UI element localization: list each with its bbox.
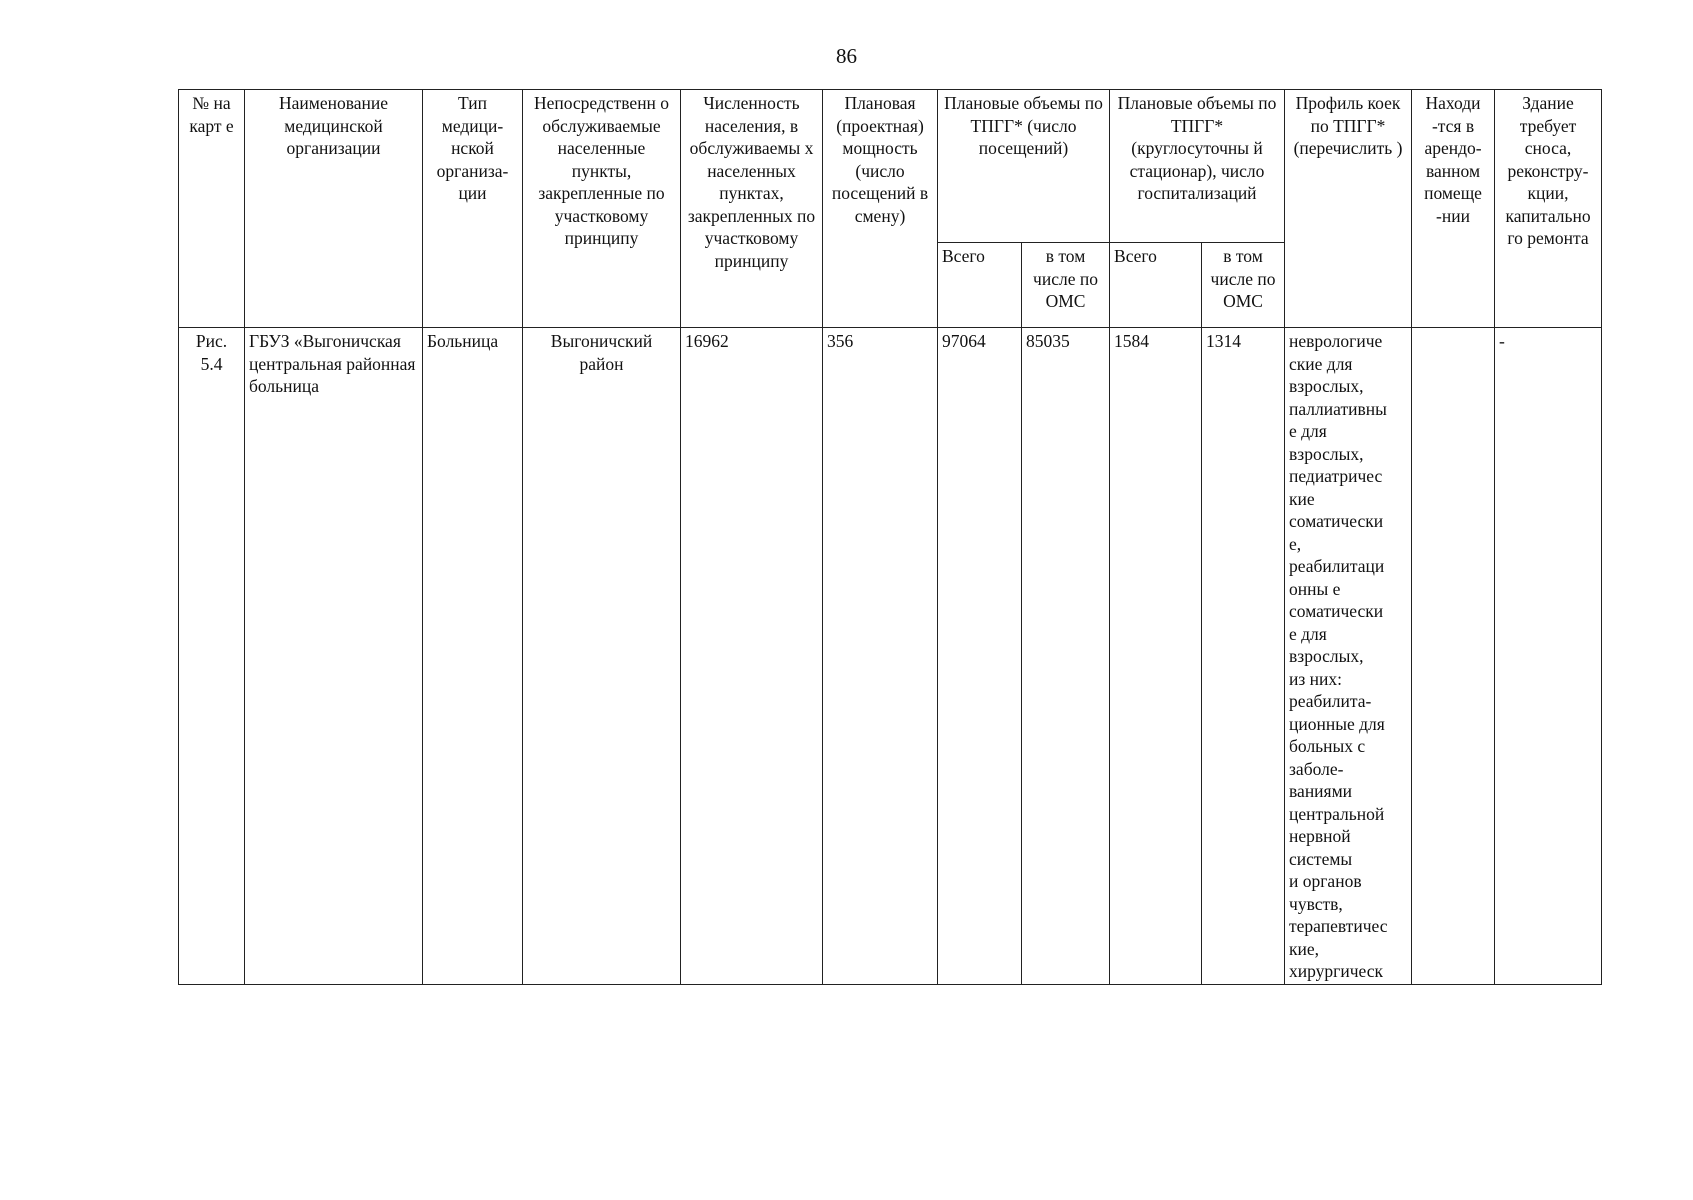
bed-profile-line: хирургическ [1289,961,1383,981]
subheader-hospitalizations-total: Всего [1110,243,1202,328]
header-rented-premises: Находи -тся в арендо-ванном помеще -нии [1412,90,1495,328]
cell-bed-profile [1285,328,1412,985]
medical-organizations-table [178,89,1602,985]
cell-planned-capacity: 356 [823,328,938,985]
header-planned-visits: Плановые объемы по ТПГГ* (число посещений) [938,90,1110,243]
subheader-visits-total: Всего [938,243,1022,328]
cell-building-condition: - [1495,328,1602,985]
bed-profile-line: педиатричес [1289,466,1383,486]
bed-profile-line: е, [1289,533,1302,554]
subheader-visits-oms: в том числе по ОМС [1022,243,1110,328]
header-population: Численность населения, в обслуживаемы х населенных пунктах, закрепленных по участковому принципу [681,90,823,328]
bed-profile-line: чувств, [1289,893,1343,914]
cell-served-places: Выгоничский район [523,328,681,985]
bed-profile-line: ские для [1289,353,1353,374]
bed-profile-line: центральной [1289,803,1385,824]
bed-profile-line: взрослых, [1289,646,1364,666]
bed-profile-line: соматически [1289,511,1384,531]
page-number: 86 [836,44,857,68]
header-row [179,90,1602,243]
bed-profile-line: паллиативны [1289,398,1387,419]
bed-profile-line: реабилитаци [1289,556,1385,576]
header-planned-capacity: Плановая (проектная) мощность (число посещений в смену) [823,90,938,328]
bed-profile-line: из них: [1289,668,1343,689]
cell-organization-type: Больница [423,328,523,985]
bed-profile-line: реабилита- [1289,691,1372,711]
bed-profile-line: заболе- [1289,758,1344,779]
table-row [179,328,1602,985]
bed-profile-line: кие, [1289,938,1320,959]
bed-profile-line: ваниями [1289,781,1353,801]
bed-profile-line: взрослых, [1289,443,1364,464]
bed-profile-line: терапевтичес [1289,916,1388,936]
bed-profile-line: ционные для [1289,713,1385,734]
cell-organization-name: ГБУЗ «Выгоничская центральная районная больница [245,328,423,985]
cell-rented-premises [1412,328,1495,985]
bed-profile-line: и органов [1289,871,1362,891]
bed-profile-line: больных с [1289,736,1366,756]
bed-profile-line: е для [1289,623,1327,644]
bed-profile-line: кие [1289,488,1315,509]
bed-profile-line: соматически [1289,601,1384,621]
cell-visits-oms: 85035 [1022,328,1110,985]
subheader-hospitalizations-oms: в том числе по ОМС [1202,243,1285,328]
cell-visits-total: 97064 [938,328,1022,985]
header-map-number: № на карт е [179,90,245,328]
bed-profile-line: нервной [1289,826,1351,846]
bed-profile-line: системы [1289,848,1353,869]
bed-profile-line: е для [1289,421,1327,441]
cell-hospitalizations-total: 1584 [1110,328,1202,985]
header-served-places: Непосредственн о обслуживаемые населенные пункты, закрепленные по участковому принципу [523,90,681,328]
header-bed-profile: Профиль коек по ТПГГ* (перечислить ) [1285,90,1412,328]
cell-population: 16962 [681,328,823,985]
bed-profile-line: неврологиче [1289,331,1383,351]
bed-profile-line: онны е [1289,578,1341,599]
header-organization-type: Тип медици-нской организа-ции [423,90,523,328]
cell-map-number: Рис. 5.4 [179,328,245,985]
bed-profile-line: взрослых, [1289,376,1364,396]
header-organization-name: Наименование медицинской организации [245,90,423,328]
header-planned-hospitalizations: Плановые объемы по ТПГГ* (круглосуточны й стационар), число госпитализаций [1110,90,1285,243]
cell-hospitalizations-oms: 1314 [1202,328,1285,985]
header-building-condition: Здание требует сноса, реконстру-кции, капитально го ремонта [1495,90,1602,328]
